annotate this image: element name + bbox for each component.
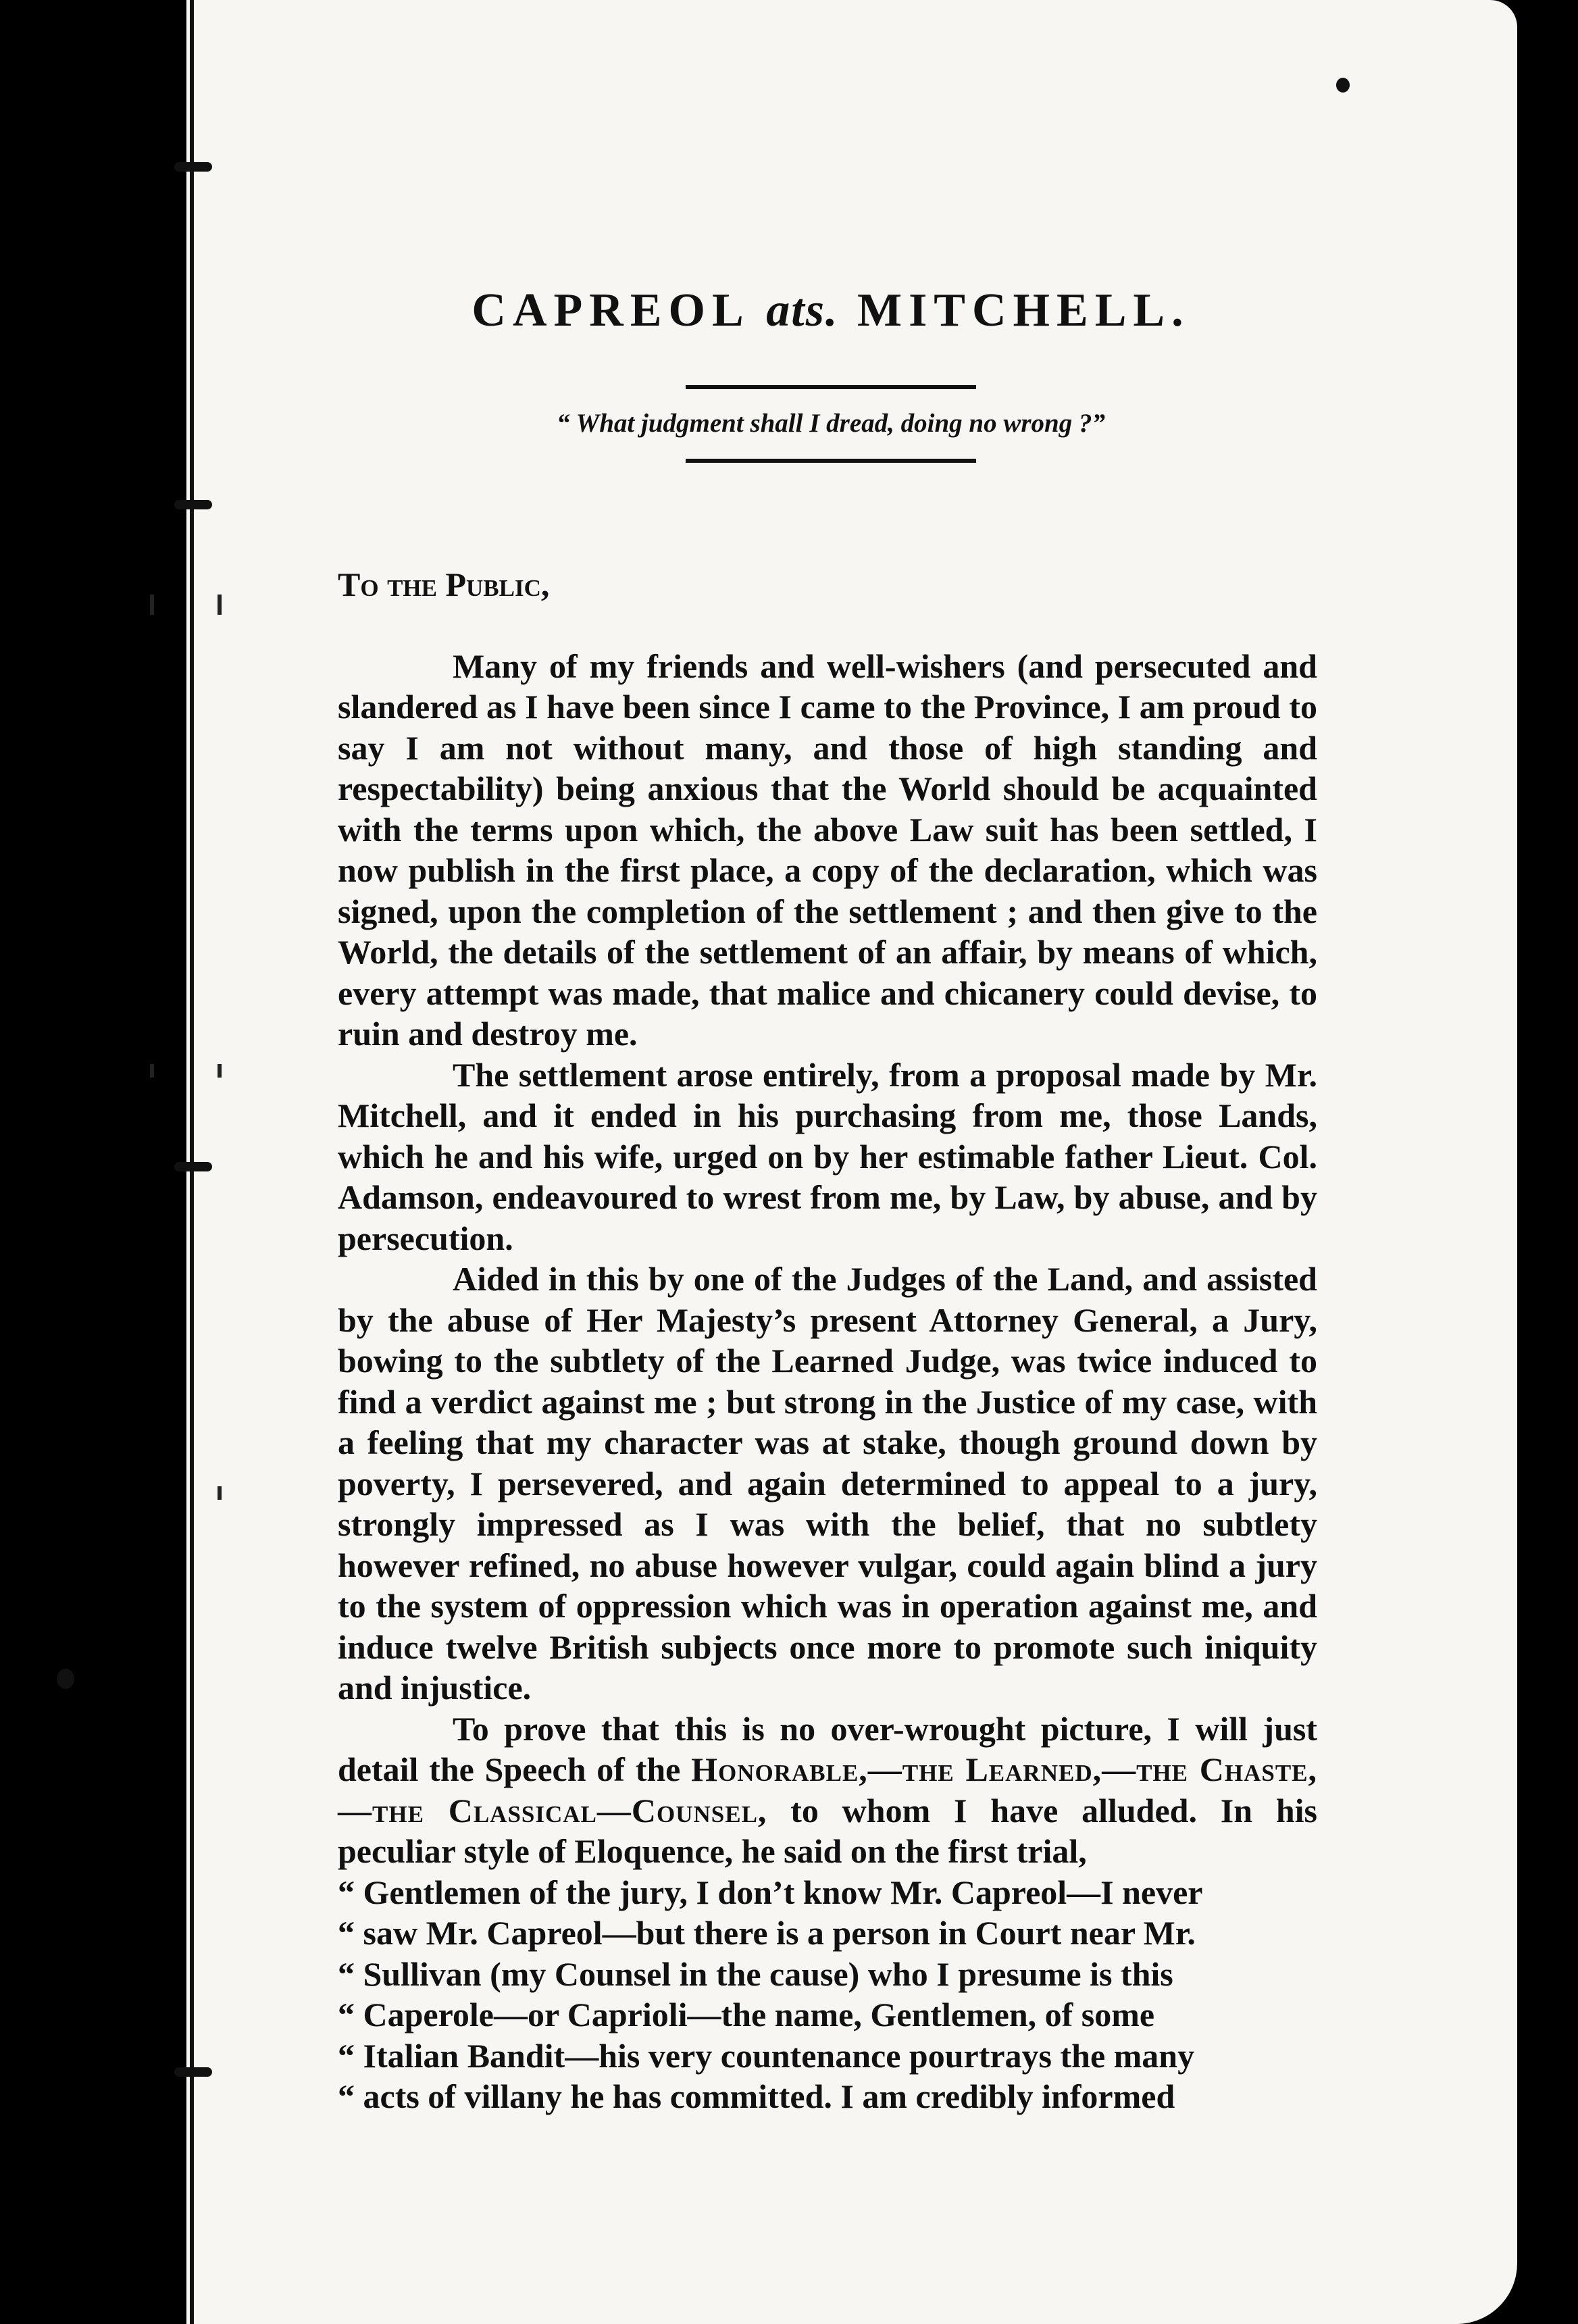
title-defendant: MITCHELL.: [857, 284, 1190, 336]
margin-mark: [218, 1064, 222, 1078]
ink-dot: [1336, 78, 1350, 93]
divider-rule: [686, 459, 976, 463]
quote-line: “ Caperole—or Caprioli—the name, Gentlemen, of some: [338, 1996, 1155, 2034]
paragraph: The settlement arose entirely, from a proposal made by Mr. Mitchell, and it ended in his purchasing from me, those Lands, which he and his wife, urged on by her estimable father Lieut. Col. Adamson, endeavoured to wrest from me, by Law, by abuse, and by persecution.: [338, 1055, 1317, 1257]
paragraph: [338, 1709, 1317, 1872]
document-title: [324, 284, 1338, 338]
margin-mark: [150, 595, 154, 615]
salutation: [338, 564, 1317, 605]
margin-mark: [218, 1486, 222, 1500]
quote-line: “ Italian Bandit—his very countenance pourtrays the many: [338, 2036, 1195, 2075]
paragraph-text: To prove that this is no over-wrought picture, I will just detail the Speech of the: [338, 1709, 1317, 1788]
title-plaintiff: CAPREOL: [472, 284, 748, 336]
ink-dot: [57, 1669, 74, 1689]
quote-line: “ Sullivan (my Counsel in the cause) who I presume is this: [338, 1954, 1173, 1993]
quote-line: “ saw Mr. Capreol—but there is a person in Court near Mr.: [338, 1914, 1196, 1952]
paragraph: Aided in this by one of the Judges of the Land, and assisted by the abuse of Her Majesty’s present Attorney General, a Jury, bowing to the subtlety of the Learned Judge, was twice induced to find a verdict against me ; but strong in the Justice of my case, with a feeling that my character was at stake, though ground down by poverty, I persevered, and again determined to appeal to a jury, strongly impressed as I was with the belief, that no subtlety however refined, no abuse however vulgar, could again blind a jury to the system of oppression which was in operation against me, and induce twelve British subjects once more to promote such iniquity and injustice.: [338, 1260, 1317, 1707]
document-body: [338, 564, 1317, 2117]
counsel-epithets: Honorable,—the Learned,—the Chaste,—the Classical—Counsel,: [338, 1750, 1318, 1829]
salutation-text: To the Public,: [338, 565, 550, 603]
page-header: [324, 284, 1338, 463]
margin-mark: [150, 1064, 154, 1078]
paragraph: Many of my friends and well-wishers (and persecuted and slandered as I have been since I came to the Province, I am proud to say I am not without many, and those of high standing and respectability) being anxious that the World should be acquainted with the terms upon which, the above Law suit has been settled, I now publish in the first place, a copy of the declaration, which was signed, upon the completion of the settlement ; and then give to the World, the details of the settlement of an affair, by means of which, every attempt was made, that malice and chicanery could devise, to ruin and destroy me.: [338, 647, 1317, 1053]
paragraph-text: to whom I have alluded. In his peculiar style of Eloquence, he said on the first trial,: [338, 1791, 1317, 1870]
binding-stitch: [174, 500, 212, 509]
binding-stitch: [174, 1162, 212, 1171]
quote-line: “ acts of villany he has committed. I am credibly informed: [338, 2077, 1175, 2115]
title-ats: ats.: [766, 284, 839, 336]
binding-stitch: [174, 2067, 212, 2077]
margin-mark: [218, 595, 222, 615]
divider-rule: [686, 385, 976, 389]
binding-stitch: [174, 162, 212, 172]
quote-line: “ Gentlemen of the jury, I don’t know Mr. Capreol—I never: [338, 1873, 1203, 1911]
epigraph: “ What judgment shall I dread, doing no wrong ?”: [557, 409, 1105, 438]
